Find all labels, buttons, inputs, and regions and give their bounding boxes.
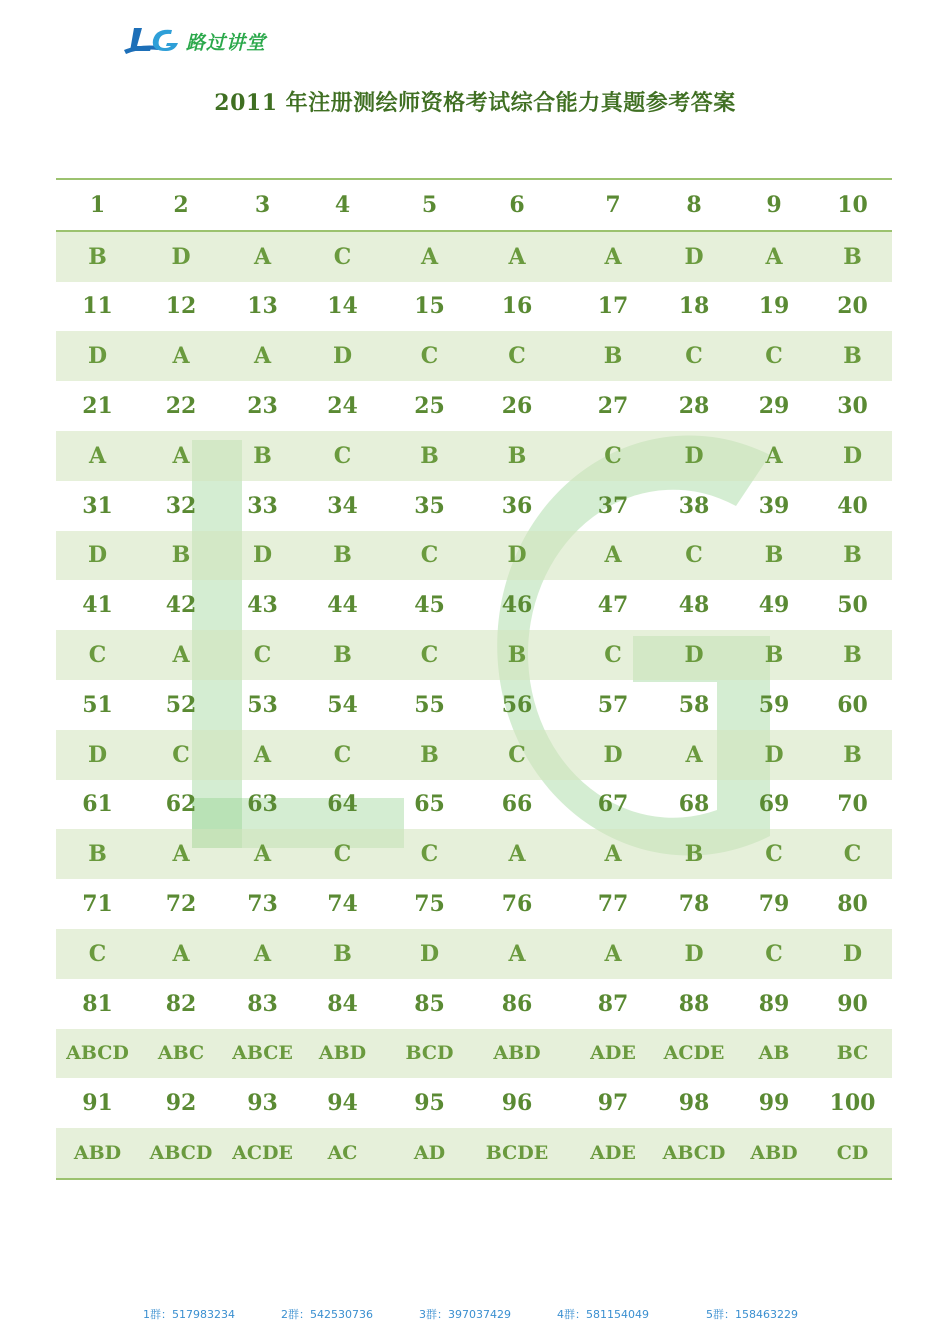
- answer-cell: A: [88, 442, 107, 469]
- answer-cell: D: [842, 442, 863, 469]
- answer-cell: A: [420, 243, 439, 270]
- question-number: 67: [597, 791, 629, 818]
- question-number: 37: [597, 492, 629, 519]
- question-number: 12: [165, 293, 197, 320]
- question-number: 70: [837, 791, 868, 818]
- question-number-row: [56, 180, 892, 232]
- answer-cell: B: [88, 841, 107, 868]
- answer-cell: C: [420, 542, 439, 569]
- answer-cell: A: [253, 741, 272, 768]
- question-number: 25: [414, 393, 445, 420]
- answer-cell: D: [684, 243, 704, 270]
- answer-cell: ABC: [157, 1042, 205, 1065]
- question-number: 36: [501, 492, 533, 519]
- question-number: 10: [837, 191, 868, 218]
- answer-cell: AB: [758, 1042, 790, 1065]
- answer-cell: A: [172, 940, 190, 967]
- answer-cell: B: [253, 442, 272, 469]
- question-number: 68: [678, 791, 710, 818]
- question-number: 8: [686, 191, 702, 218]
- question-number: 11: [82, 293, 113, 320]
- answer-row: [56, 630, 892, 680]
- question-number: 47: [597, 592, 629, 619]
- question-number: 98: [678, 1090, 710, 1117]
- answer-cell: A: [508, 841, 526, 868]
- answer-cell: AC: [327, 1142, 358, 1165]
- question-number: 32: [165, 492, 197, 519]
- question-number: 61: [82, 791, 113, 818]
- answer-cell: ABCD: [66, 1042, 129, 1065]
- answer-cell: C: [420, 642, 439, 669]
- question-number: 77: [597, 891, 629, 918]
- question-number: 84: [327, 990, 358, 1017]
- answer-cell: A: [253, 940, 272, 967]
- question-number: 39: [758, 492, 790, 519]
- answer-cell: B: [333, 940, 352, 967]
- answer-cell: D: [87, 741, 108, 768]
- answer-cell: C: [88, 940, 107, 967]
- question-number: 42: [165, 592, 197, 619]
- answer-row: [56, 531, 892, 581]
- question-number: 34: [327, 492, 358, 519]
- answer-cell: C: [333, 442, 352, 469]
- answer-row: [56, 829, 892, 879]
- question-number: 95: [414, 1090, 445, 1117]
- question-number: 91: [82, 1090, 113, 1117]
- answer-cell: CD: [836, 1142, 869, 1165]
- answer-cell: A: [685, 741, 703, 768]
- answer-cell: ABCD: [662, 1142, 726, 1165]
- answer-cell: D: [252, 542, 273, 569]
- answer-cell: B: [507, 642, 527, 669]
- question-number: 29: [758, 393, 790, 420]
- answer-cell: A: [508, 243, 526, 270]
- question-number: 15: [414, 293, 445, 320]
- answer-cell: ABCE: [232, 1042, 293, 1065]
- answer-cell: A: [172, 841, 190, 868]
- question-number: 28: [678, 393, 710, 420]
- answer-cell: C: [604, 642, 622, 669]
- question-number: 87: [597, 990, 629, 1017]
- question-number: 51: [82, 691, 113, 718]
- question-number: 26: [501, 393, 533, 420]
- question-number: 45: [414, 592, 445, 619]
- answer-cell: C: [765, 343, 783, 370]
- answer-cell: C: [253, 642, 272, 669]
- logo-text: 路过讲堂: [186, 31, 267, 54]
- answer-row: [56, 929, 892, 979]
- answer-cell: ABD: [73, 1142, 122, 1165]
- question-number: 49: [758, 592, 790, 619]
- answer-cell: C: [333, 741, 352, 768]
- question-number: 86: [501, 990, 533, 1017]
- question-number: 83: [247, 990, 278, 1017]
- question-number-row: [56, 680, 892, 730]
- question-number: 19: [758, 293, 790, 320]
- question-number: 20: [837, 293, 868, 320]
- question-number: 43: [247, 592, 278, 619]
- question-number: 88: [678, 990, 710, 1017]
- answer-cell: ABCD: [149, 1142, 213, 1165]
- question-number: 63: [247, 791, 278, 818]
- answer-row: [56, 431, 892, 481]
- question-number: 59: [758, 691, 790, 718]
- answer-cell: AD: [413, 1142, 446, 1165]
- answer-cell: B: [420, 442, 439, 469]
- question-number: 94: [327, 1090, 358, 1117]
- question-number: 24: [327, 393, 358, 420]
- question-number: 81: [82, 990, 113, 1017]
- answer-row: [56, 232, 892, 282]
- answer-cell: C: [420, 343, 439, 370]
- question-number: 73: [247, 891, 278, 918]
- question-number-row: [56, 580, 892, 630]
- answer-row: [56, 730, 892, 780]
- answer-cell: B: [764, 542, 784, 569]
- answer-cell: D: [764, 741, 784, 768]
- question-number-row: [56, 780, 892, 830]
- question-number: 14: [327, 293, 358, 320]
- qq-group-2: 2群：542530736: [281, 1308, 373, 1321]
- question-number: 56: [501, 691, 533, 718]
- question-number: 13: [247, 293, 278, 320]
- answer-cell: BC: [836, 1042, 869, 1065]
- qq-group-3: 3群：397037429: [419, 1308, 511, 1321]
- question-number: 53: [247, 691, 278, 718]
- question-number: 78: [678, 891, 710, 918]
- question-number: 57: [597, 691, 629, 718]
- question-number: 2: [173, 191, 189, 218]
- question-number: 23: [247, 393, 278, 420]
- document-title: 2011 年注册测绘师资格考试综合能力真题参考答案: [214, 90, 736, 116]
- answer-cell: B: [764, 642, 784, 669]
- answer-cell: ACDE: [663, 1042, 725, 1065]
- answer-cell: C: [604, 442, 622, 469]
- answer-cell: C: [333, 841, 352, 868]
- answer-cell: D: [87, 542, 108, 569]
- question-number: 40: [837, 492, 868, 519]
- answer-cell: BCD: [405, 1042, 454, 1065]
- answer-cell: ADE: [590, 1142, 636, 1165]
- answer-cell: D: [603, 741, 623, 768]
- qq-group-footer: [0, 1306, 950, 1322]
- answer-cell: A: [604, 940, 622, 967]
- answer-cell: B: [843, 741, 862, 768]
- lg-logo-icon: [120, 24, 184, 58]
- answer-cell: BCDE: [485, 1142, 549, 1165]
- question-number: 46: [501, 592, 533, 619]
- question-number: 5: [421, 191, 438, 218]
- answer-cell: D: [842, 940, 863, 967]
- question-number: 31: [82, 492, 113, 519]
- answer-cell: C: [508, 741, 526, 768]
- answer-cell: ACDE: [232, 1142, 293, 1165]
- question-number: 3: [254, 191, 271, 218]
- question-number: 65: [414, 791, 445, 818]
- answer-cell: ADE: [590, 1042, 636, 1065]
- question-number: 90: [837, 990, 868, 1017]
- question-number: 50: [837, 592, 868, 619]
- qq-group-1: 1群：517983234: [143, 1308, 235, 1321]
- question-number: 6: [509, 191, 525, 218]
- question-number: 79: [758, 891, 790, 918]
- question-number-row: [56, 1078, 892, 1128]
- qq-group-4: 4群：581154049: [557, 1308, 649, 1321]
- answer-cell: D: [684, 940, 704, 967]
- question-number: 16: [501, 293, 533, 320]
- answer-cell: B: [88, 243, 107, 270]
- answer-cell: B: [420, 741, 439, 768]
- answer-cell: B: [684, 841, 704, 868]
- answer-cell: B: [171, 542, 191, 569]
- question-number: 27: [597, 393, 629, 420]
- question-number: 97: [597, 1090, 629, 1117]
- answer-row: [56, 1128, 892, 1178]
- question-number: 22: [165, 393, 197, 420]
- answer-cell: D: [419, 940, 440, 967]
- answer-row: [56, 1029, 892, 1079]
- question-number: 33: [247, 492, 278, 519]
- logo: [120, 24, 266, 58]
- question-number: 62: [165, 791, 197, 818]
- answer-cell: C: [88, 642, 107, 669]
- question-number: 100: [829, 1090, 876, 1117]
- answer-cell: D: [507, 542, 527, 569]
- answer-cell: D: [684, 442, 704, 469]
- answer-cell: B: [843, 642, 862, 669]
- answer-cell: C: [508, 343, 526, 370]
- answer-cell: C: [685, 542, 703, 569]
- question-number: 82: [165, 990, 197, 1017]
- answer-cell: A: [253, 841, 272, 868]
- question-number: 76: [501, 891, 533, 918]
- answer-cell: C: [843, 841, 862, 868]
- answer-cell: A: [604, 542, 622, 569]
- answer-cell: B: [333, 542, 352, 569]
- answer-cell: ABD: [318, 1042, 367, 1065]
- question-number: 69: [758, 791, 790, 818]
- answer-cell: A: [765, 243, 783, 270]
- question-number: 66: [501, 791, 533, 818]
- answer-cell: B: [843, 542, 862, 569]
- question-number: 18: [678, 293, 710, 320]
- qq-group-5: 5群：158463229: [706, 1308, 798, 1321]
- answer-table: [56, 178, 892, 1180]
- answer-cell: A: [172, 343, 190, 370]
- answer-cell: ABD: [750, 1142, 798, 1165]
- question-number-row: [56, 282, 892, 332]
- question-number: 38: [678, 492, 710, 519]
- question-number: 30: [837, 393, 868, 420]
- answer-cell: D: [171, 243, 191, 270]
- question-number-row: [56, 979, 892, 1029]
- answer-cell: D: [684, 642, 704, 669]
- question-number: 92: [165, 1090, 197, 1117]
- answer-cell: B: [843, 243, 862, 270]
- question-number: 52: [165, 691, 197, 718]
- answer-cell: B: [507, 442, 527, 469]
- question-number-row: [56, 381, 892, 431]
- question-number: 99: [758, 1090, 790, 1117]
- answer-cell: A: [253, 343, 272, 370]
- question-number: 58: [678, 691, 710, 718]
- question-number: 74: [327, 891, 358, 918]
- question-number-row: [56, 879, 892, 929]
- answer-cell: B: [843, 343, 862, 370]
- question-number: 89: [758, 990, 790, 1017]
- answer-cell: C: [420, 841, 439, 868]
- answer-cell: A: [172, 442, 190, 469]
- answer-cell: A: [508, 940, 526, 967]
- answer-row: [56, 331, 892, 381]
- question-number: 96: [501, 1090, 533, 1117]
- question-number: 85: [414, 990, 445, 1017]
- question-number: 9: [766, 191, 782, 218]
- question-number: 64: [327, 791, 358, 818]
- question-number: 35: [414, 492, 445, 519]
- answer-cell: A: [604, 243, 622, 270]
- question-number: 44: [327, 592, 358, 619]
- question-number-row: [56, 481, 892, 531]
- answer-cell: B: [333, 642, 352, 669]
- answer-cell: A: [604, 841, 622, 868]
- question-number: 55: [414, 691, 445, 718]
- question-number: 60: [837, 691, 868, 718]
- question-number: 4: [334, 191, 351, 218]
- question-number: 17: [597, 293, 629, 320]
- question-number: 80: [837, 891, 868, 918]
- question-number: 54: [327, 691, 358, 718]
- answer-cell: C: [333, 243, 352, 270]
- question-number: 41: [82, 592, 113, 619]
- answer-cell: C: [765, 841, 783, 868]
- answer-cell: C: [685, 343, 703, 370]
- answer-cell: B: [603, 343, 623, 370]
- question-number: 21: [82, 393, 113, 420]
- question-number: 75: [414, 891, 445, 918]
- answer-cell: A: [765, 442, 783, 469]
- question-number: 72: [165, 891, 197, 918]
- question-number: 93: [247, 1090, 278, 1117]
- question-number: 71: [82, 891, 113, 918]
- answer-cell: C: [765, 940, 783, 967]
- answer-cell: A: [172, 642, 190, 669]
- answer-cell: A: [253, 243, 272, 270]
- answer-cell: C: [172, 741, 190, 768]
- answer-cell: ABD: [493, 1042, 541, 1065]
- question-number: 48: [678, 592, 710, 619]
- question-number: 7: [605, 191, 621, 218]
- answer-cell: D: [332, 343, 353, 370]
- answer-cell: D: [87, 343, 108, 370]
- question-number: 1: [89, 191, 106, 218]
